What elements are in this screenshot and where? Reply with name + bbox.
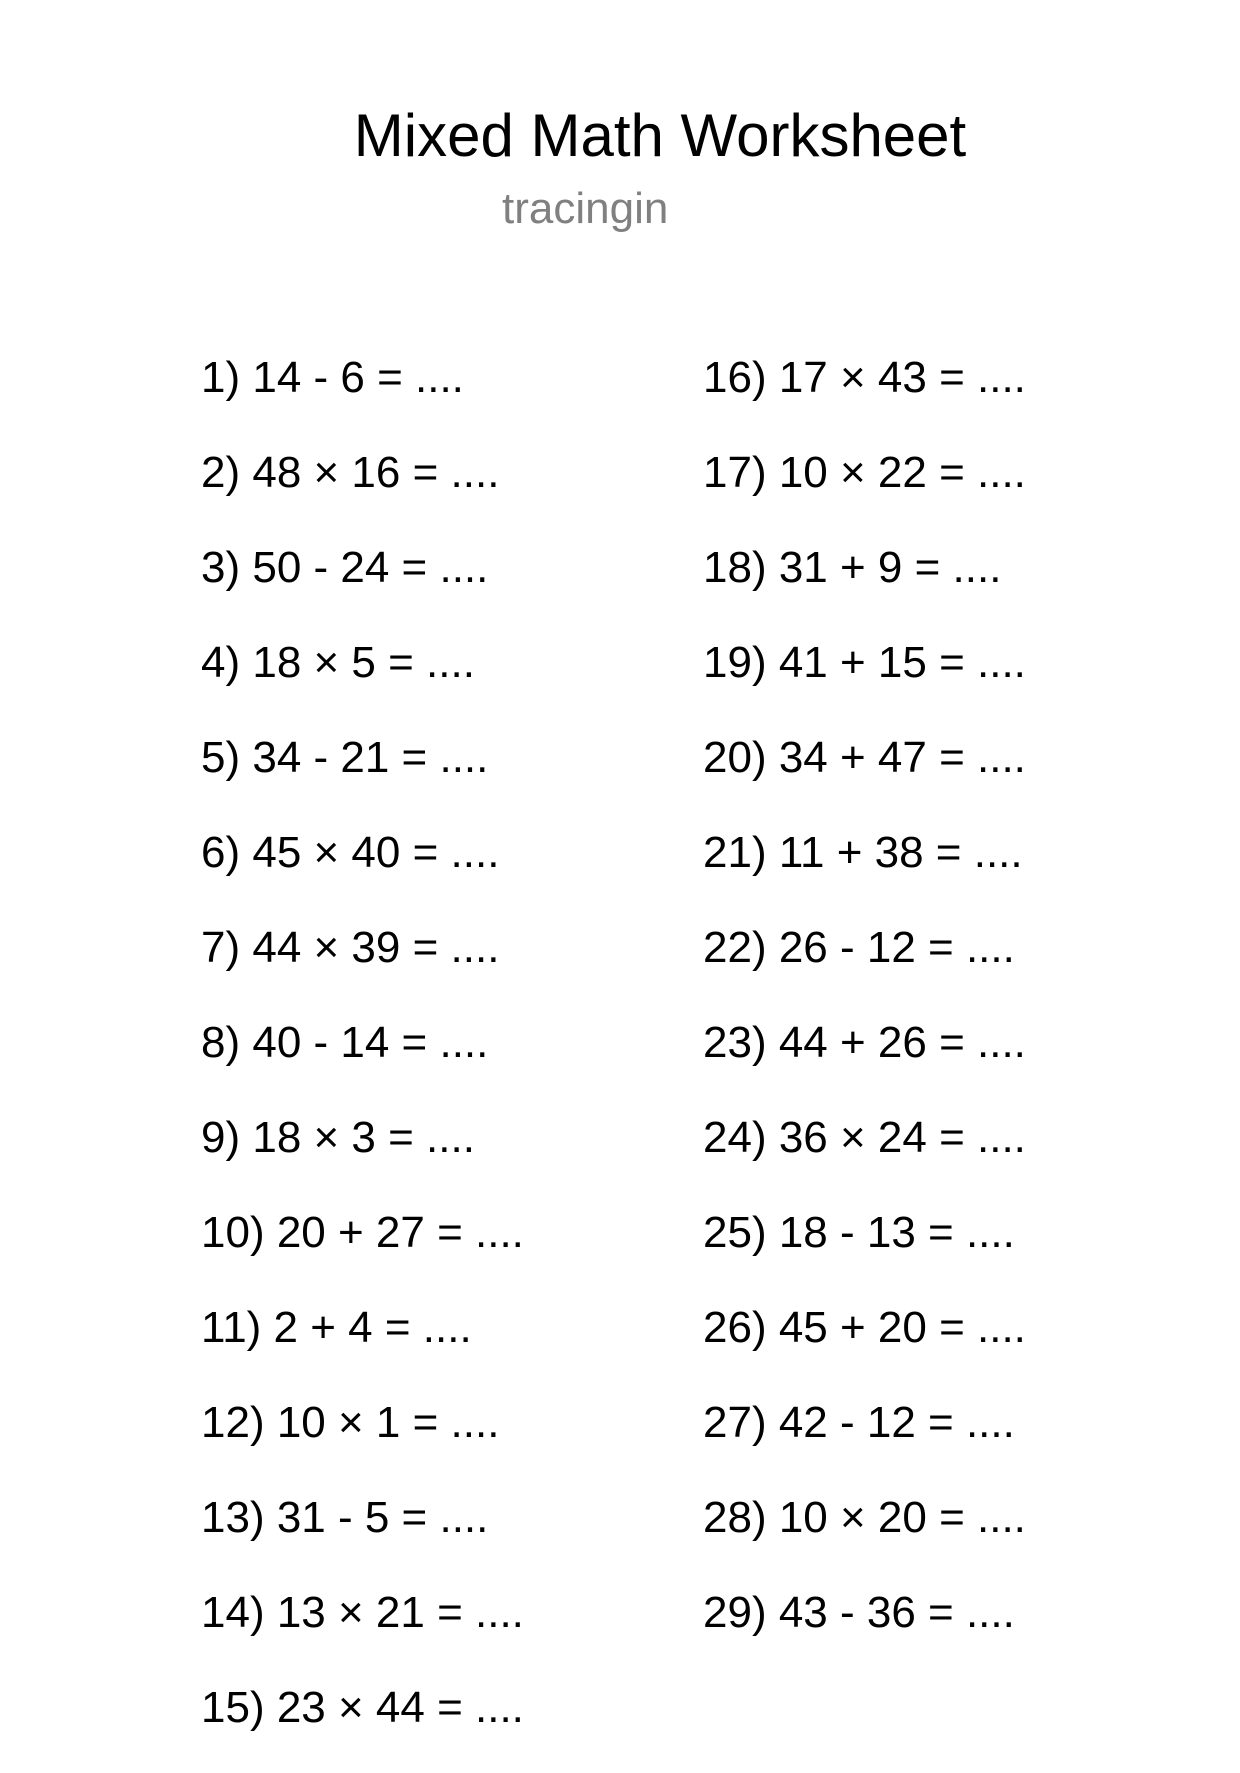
math-problem: 24) 36 × 24 = .... [703,1113,1026,1162]
math-problem: 20) 34 + 47 = .... [703,733,1026,782]
math-problem: 8) 40 - 14 = .... [201,1018,489,1067]
math-problem: 22) 26 - 12 = .... [703,923,1015,972]
math-problem: 18) 31 + 9 = .... [703,543,1002,592]
math-problem: 29) 43 - 36 = .... [703,1588,1015,1637]
math-problem: 1) 14 - 6 = .... [201,353,464,402]
math-problem: 2) 48 × 16 = .... [201,448,500,497]
math-problem: 9) 18 × 3 = .... [201,1113,475,1162]
math-problem: 6) 45 × 40 = .... [201,828,500,877]
math-problem: 10) 20 + 27 = .... [201,1208,524,1257]
math-problem: 26) 45 + 20 = .... [703,1303,1026,1352]
math-problem: 19) 41 + 15 = .... [703,638,1026,687]
problem-list-right [703,348,1026,1678]
math-problem: 17) 10 × 22 = .... [703,448,1026,497]
problem-list-left [201,348,524,1773]
math-problem: 3) 50 - 24 = .... [201,543,489,592]
math-problem: 12) 10 × 1 = .... [201,1398,500,1447]
math-problem: 28) 10 × 20 = .... [703,1493,1026,1542]
math-problem: 16) 17 × 43 = .... [703,353,1026,402]
math-problem: 4) 18 × 5 = .... [201,638,475,687]
math-problem: 21) 11 + 38 = .... [703,828,1023,877]
math-problem: 25) 18 - 13 = .... [703,1208,1015,1257]
math-problem: 15) 23 × 44 = .... [201,1683,524,1732]
page-subtitle: tracingin [502,184,669,233]
math-problem: 5) 34 - 21 = .... [201,733,489,782]
math-problem: 7) 44 × 39 = .... [201,923,500,972]
math-problem: 11) 2 + 4 = .... [201,1303,472,1352]
math-problem: 13) 31 - 5 = .... [201,1493,489,1542]
math-problem: 14) 13 × 21 = .... [201,1588,524,1637]
math-problem: 27) 42 - 12 = .... [703,1398,1015,1447]
math-problem: 23) 44 + 26 = .... [703,1018,1026,1067]
page-title: Mixed Math Worksheet [353,102,967,169]
